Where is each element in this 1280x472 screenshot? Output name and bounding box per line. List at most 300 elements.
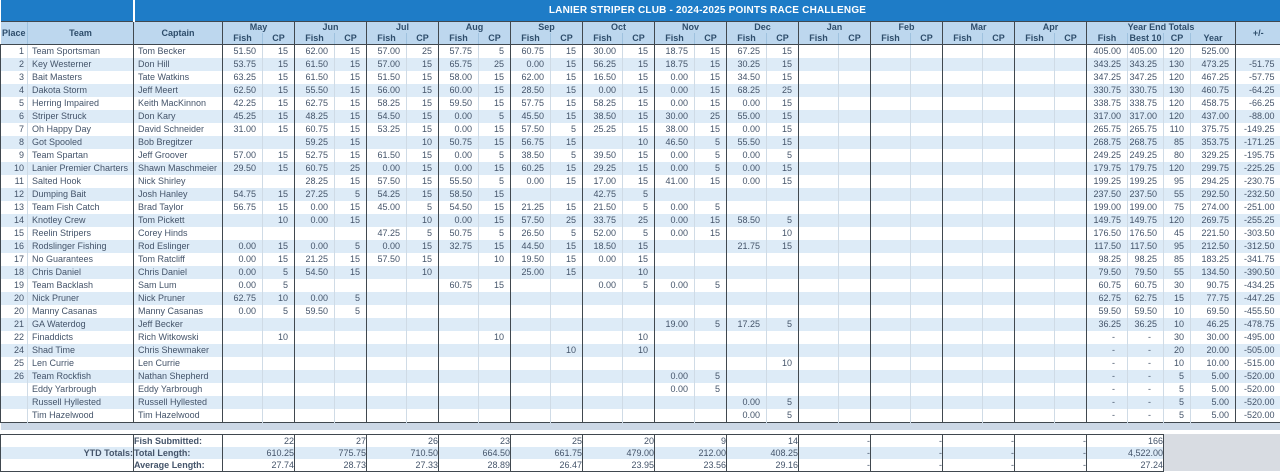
cp-cell[interactable] xyxy=(1055,357,1087,370)
ye-fish-cell[interactable]: 317.00 xyxy=(1087,110,1128,123)
cp-cell[interactable] xyxy=(911,331,943,344)
cp-cell[interactable] xyxy=(1055,149,1087,162)
fish-cell[interactable]: 45.25 xyxy=(223,110,263,123)
fish-cell[interactable]: 60.75 xyxy=(439,279,479,292)
cp-cell[interactable] xyxy=(839,318,871,331)
ye-cp-cell[interactable]: 5 xyxy=(1164,396,1191,409)
cp-cell[interactable]: 15 xyxy=(479,136,511,149)
fish-cell[interactable]: 58.50 xyxy=(727,214,767,227)
fish-cell[interactable] xyxy=(943,396,983,409)
cp-cell[interactable]: 5 xyxy=(551,123,583,136)
fish-subheader[interactable]: Fish xyxy=(655,33,695,45)
cp-cell[interactable] xyxy=(1055,409,1087,423)
ye-best10-cell[interactable]: 347.25 xyxy=(1128,71,1164,84)
ye-best10-cell[interactable]: 79.50 xyxy=(1128,266,1164,279)
ye-best10-cell[interactable]: 176.50 xyxy=(1128,227,1164,240)
fish-cell[interactable]: 0.00 xyxy=(655,84,695,97)
cp-cell[interactable]: 15 xyxy=(263,58,295,71)
fish-cell[interactable] xyxy=(511,279,551,292)
ye-best10-cell[interactable]: - xyxy=(1128,331,1164,344)
cp-cell[interactable] xyxy=(767,201,799,214)
fish-cell[interactable]: 60.75 xyxy=(295,123,335,136)
cp-cell[interactable] xyxy=(911,344,943,357)
cp-cell[interactable] xyxy=(407,344,439,357)
fish-cell[interactable]: 54.50 xyxy=(367,110,407,123)
fish-cell[interactable]: 55.00 xyxy=(727,110,767,123)
place-cell[interactable]: 11 xyxy=(1,175,28,188)
fish-cell[interactable] xyxy=(583,357,623,370)
cp-cell[interactable] xyxy=(839,240,871,253)
fish-cell[interactable] xyxy=(583,383,623,396)
place-cell[interactable]: 19 xyxy=(1,279,28,292)
fish-cell[interactable] xyxy=(655,240,695,253)
cp-cell[interactable] xyxy=(767,266,799,279)
place-cell[interactable]: 8 xyxy=(1,136,28,149)
footer-month-value[interactable]: 26.47 xyxy=(511,459,583,472)
ye-cp-cell[interactable]: 55 xyxy=(1164,188,1191,201)
cp-cell[interactable]: 15 xyxy=(695,84,727,97)
fish-cell[interactable]: 0.00 xyxy=(655,162,695,175)
cp-cell[interactable]: 15 xyxy=(479,123,511,136)
fish-cell[interactable] xyxy=(439,318,479,331)
fish-cell[interactable] xyxy=(871,370,911,383)
cp-cell[interactable]: 5 xyxy=(767,409,799,423)
footer-month-value[interactable]: 23.56 xyxy=(655,459,727,472)
captain-cell[interactable]: Nick Shirley xyxy=(134,175,223,188)
fish-cell[interactable] xyxy=(655,331,695,344)
ye-cp-cell[interactable]: 55 xyxy=(1164,266,1191,279)
fish-cell[interactable] xyxy=(511,409,551,423)
cp-cell[interactable] xyxy=(911,84,943,97)
cp-cell[interactable]: 10 xyxy=(623,344,655,357)
fish-cell[interactable] xyxy=(943,214,983,227)
cp-cell[interactable]: 15 xyxy=(335,44,367,58)
fish-cell[interactable] xyxy=(439,344,479,357)
ye-cp-cell[interactable]: 120 xyxy=(1164,71,1191,84)
cp-cell[interactable] xyxy=(335,279,367,292)
ye-fish-cell[interactable]: 249.25 xyxy=(1087,149,1128,162)
fish-cell[interactable]: 57.50 xyxy=(367,175,407,188)
ye-year-cell[interactable]: 5.00 xyxy=(1191,409,1236,423)
cp-cell[interactable]: 25 xyxy=(767,84,799,97)
fish-cell[interactable] xyxy=(655,396,695,409)
captain-cell[interactable]: Jeff Becker xyxy=(134,318,223,331)
ye-fish-cell[interactable]: 176.50 xyxy=(1087,227,1128,240)
fish-cell[interactable] xyxy=(943,383,983,396)
cp-cell[interactable] xyxy=(479,266,511,279)
cp-cell[interactable]: 15 xyxy=(407,84,439,97)
ye-fish-cell[interactable]: 268.75 xyxy=(1087,136,1128,149)
place-cell[interactable]: 10 xyxy=(1,162,28,175)
fish-cell[interactable]: 60.25 xyxy=(511,162,551,175)
captain-cell[interactable]: Russell Hyllested xyxy=(134,396,223,409)
captain-cell[interactable]: Manny Casanas xyxy=(134,305,223,318)
fish-cell[interactable]: 57.50 xyxy=(511,123,551,136)
team-cell[interactable]: Chris Daniel xyxy=(28,266,134,279)
ye-year-cell[interactable]: 299.75 xyxy=(1191,162,1236,175)
cp-cell[interactable] xyxy=(263,383,295,396)
team-cell[interactable]: Dumping Bait xyxy=(28,188,134,201)
ye-cp-cell[interactable]: 95 xyxy=(1164,240,1191,253)
cp-subheader[interactable]: CP xyxy=(911,33,943,45)
ye-cp-cell[interactable]: 120 xyxy=(1164,110,1191,123)
cp-cell[interactable]: 5 xyxy=(263,279,295,292)
team-cell[interactable]: Tim Hazelwood xyxy=(28,409,134,423)
ye-best10-cell[interactable]: 59.50 xyxy=(1128,305,1164,318)
cp-cell[interactable]: 15 xyxy=(263,149,295,162)
cp-cell[interactable]: 15 xyxy=(263,110,295,123)
fish-cell[interactable]: 60.75 xyxy=(511,44,551,58)
fish-cell[interactable] xyxy=(799,110,839,123)
cp-cell[interactable]: 15 xyxy=(551,240,583,253)
fish-cell[interactable]: 58.25 xyxy=(583,97,623,110)
fish-cell[interactable]: 59.50 xyxy=(295,305,335,318)
cp-cell[interactable] xyxy=(479,292,511,305)
fish-cell[interactable] xyxy=(943,84,983,97)
cp-cell[interactable] xyxy=(695,253,727,266)
fish-cell[interactable] xyxy=(1015,331,1055,344)
fish-cell[interactable]: 33.75 xyxy=(583,214,623,227)
fish-cell[interactable] xyxy=(871,357,911,370)
fish-cell[interactable] xyxy=(223,214,263,227)
cp-cell[interactable] xyxy=(839,44,871,58)
cp-cell[interactable]: 15 xyxy=(479,97,511,110)
fish-cell[interactable] xyxy=(799,162,839,175)
fish-cell[interactable]: 63.25 xyxy=(223,71,263,84)
fish-cell[interactable]: 18.75 xyxy=(655,44,695,58)
fish-cell[interactable] xyxy=(943,266,983,279)
ye-best10-cell[interactable]: - xyxy=(1128,409,1164,423)
captain-cell[interactable]: David Schneider xyxy=(134,123,223,136)
fish-cell[interactable] xyxy=(799,188,839,201)
fish-cell[interactable] xyxy=(871,149,911,162)
cp-cell[interactable] xyxy=(983,383,1015,396)
fish-cell[interactable] xyxy=(439,383,479,396)
cp-cell[interactable] xyxy=(983,58,1015,71)
cp-subheader[interactable]: CP xyxy=(551,33,583,45)
captain-cell[interactable]: Keith MacKinnon xyxy=(134,97,223,110)
fish-cell[interactable] xyxy=(655,357,695,370)
place-cell[interactable]: 20 xyxy=(1,305,28,318)
ye-year-cell[interactable]: 437.00 xyxy=(1191,110,1236,123)
ye-year-cell[interactable]: 10.00 xyxy=(1191,357,1236,370)
fish-cell[interactable]: 48.25 xyxy=(295,110,335,123)
fish-cell[interactable]: 17.25 xyxy=(727,318,767,331)
cp-cell[interactable] xyxy=(407,292,439,305)
fish-cell[interactable] xyxy=(1015,318,1055,331)
captain-cell[interactable]: Jeff Groover xyxy=(134,149,223,162)
cp-cell[interactable]: 25 xyxy=(407,44,439,58)
footer-month-value[interactable]: 27.33 xyxy=(367,459,439,472)
fish-cell[interactable] xyxy=(583,396,623,409)
fish-cell[interactable] xyxy=(583,331,623,344)
month-header-jan[interactable]: Jan xyxy=(799,21,871,33)
cp-cell[interactable] xyxy=(839,227,871,240)
ye-fish-cell[interactable]: 98.25 xyxy=(1087,253,1128,266)
fish-cell[interactable] xyxy=(799,149,839,162)
footer-month-value[interactable]: - xyxy=(799,447,871,459)
fish-cell[interactable] xyxy=(1015,240,1055,253)
fish-cell[interactable]: 27.25 xyxy=(295,188,335,201)
fish-cell[interactable]: 38.50 xyxy=(511,149,551,162)
cp-cell[interactable]: 15 xyxy=(479,188,511,201)
captain-cell[interactable]: Eddy Yarbrough xyxy=(134,383,223,396)
fish-cell[interactable] xyxy=(1015,266,1055,279)
footer-year-total[interactable]: 166 xyxy=(1087,434,1164,447)
cp-cell[interactable]: 10 xyxy=(623,266,655,279)
cp-cell[interactable]: 10 xyxy=(407,266,439,279)
ye-fish-cell[interactable]: 338.75 xyxy=(1087,97,1128,110)
fish-cell[interactable]: 55.50 xyxy=(295,84,335,97)
cp-cell[interactable]: 15 xyxy=(335,149,367,162)
cp-cell[interactable]: 5 xyxy=(551,149,583,162)
cp-cell[interactable] xyxy=(263,409,295,423)
fish-cell[interactable] xyxy=(511,396,551,409)
captain-cell[interactable]: Corey Hinds xyxy=(134,227,223,240)
ye-best10-cell[interactable]: 405.00 xyxy=(1128,44,1164,58)
fish-cell[interactable] xyxy=(799,370,839,383)
team-cell[interactable]: Nick Pruner xyxy=(28,292,134,305)
ye-best10-cell[interactable]: 60.75 xyxy=(1128,279,1164,292)
fish-cell[interactable] xyxy=(799,331,839,344)
fish-cell[interactable]: 68.25 xyxy=(727,84,767,97)
cp-cell[interactable]: 15 xyxy=(767,71,799,84)
fish-cell[interactable]: 56.75 xyxy=(511,136,551,149)
fish-cell[interactable]: 26.50 xyxy=(511,227,551,240)
cp-cell[interactable]: 15 xyxy=(407,175,439,188)
fish-cell[interactable] xyxy=(655,253,695,266)
cp-cell[interactable] xyxy=(839,344,871,357)
cp-cell[interactable]: 15 xyxy=(695,214,727,227)
cp-cell[interactable]: 15 xyxy=(551,136,583,149)
team-cell[interactable]: Team Rockfish xyxy=(28,370,134,383)
cp-cell[interactable] xyxy=(983,149,1015,162)
cp-cell[interactable] xyxy=(407,409,439,423)
cp-cell[interactable] xyxy=(695,266,727,279)
year-end-totals-group-header[interactable]: Year End Totals xyxy=(1087,21,1236,33)
cp-cell[interactable]: 5 xyxy=(479,44,511,58)
captain-cell[interactable]: Josh Hanley xyxy=(134,188,223,201)
footer-month-value[interactable]: - xyxy=(1015,434,1087,447)
cp-cell[interactable] xyxy=(839,292,871,305)
cp-cell[interactable] xyxy=(551,396,583,409)
cp-cell[interactable] xyxy=(983,357,1015,370)
cp-cell[interactable]: 15 xyxy=(335,266,367,279)
cp-cell[interactable] xyxy=(983,292,1015,305)
plus-minus-cell[interactable]: -455.50 xyxy=(1236,305,1280,318)
fish-cell[interactable] xyxy=(655,266,695,279)
cp-cell[interactable] xyxy=(983,123,1015,136)
fish-cell[interactable] xyxy=(439,370,479,383)
footer-year-total[interactable]: 4,522.00 xyxy=(1087,447,1164,459)
fish-cell[interactable]: 0.00 xyxy=(223,266,263,279)
cp-cell[interactable] xyxy=(839,331,871,344)
fish-cell[interactable]: 47.25 xyxy=(367,227,407,240)
ye-cp-cell[interactable]: 130 xyxy=(1164,84,1191,97)
fish-cell[interactable]: 57.50 xyxy=(511,214,551,227)
fish-cell[interactable] xyxy=(223,370,263,383)
ye-best10-cell[interactable]: - xyxy=(1128,344,1164,357)
cp-cell[interactable]: 5 xyxy=(263,266,295,279)
fish-cell[interactable] xyxy=(943,344,983,357)
fish-cell[interactable] xyxy=(799,305,839,318)
fish-cell[interactable] xyxy=(943,97,983,110)
fish-cell[interactable] xyxy=(439,357,479,370)
ye-fish-cell[interactable]: 36.25 xyxy=(1087,318,1128,331)
ye-year-cell[interactable]: 473.25 xyxy=(1191,58,1236,71)
fish-cell[interactable] xyxy=(871,136,911,149)
fish-cell[interactable] xyxy=(943,357,983,370)
cp-cell[interactable]: 15 xyxy=(767,44,799,58)
cp-cell[interactable]: 10 xyxy=(479,331,511,344)
cp-cell[interactable]: 15 xyxy=(263,44,295,58)
cp-cell[interactable] xyxy=(839,214,871,227)
fish-cell[interactable] xyxy=(367,292,407,305)
captain-cell[interactable]: Bob Bregitzer xyxy=(134,136,223,149)
plus-minus-cell[interactable]: -255.25 xyxy=(1236,214,1280,227)
cp-cell[interactable]: 15 xyxy=(407,71,439,84)
fish-cell[interactable] xyxy=(943,71,983,84)
plus-minus-cell[interactable]: -312.50 xyxy=(1236,240,1280,253)
plus-minus-cell[interactable]: -88.00 xyxy=(1236,110,1280,123)
cp-cell[interactable] xyxy=(623,370,655,383)
fish-cell[interactable]: 53.25 xyxy=(367,123,407,136)
cp-cell[interactable]: 15 xyxy=(551,201,583,214)
fish-cell[interactable] xyxy=(223,331,263,344)
plus-minus-column-header[interactable]: +/- xyxy=(1236,21,1280,44)
team-cell[interactable]: Knotley Crew xyxy=(28,214,134,227)
ye-cp-cell[interactable]: 85 xyxy=(1164,253,1191,266)
cp-cell[interactable] xyxy=(839,71,871,84)
cp-cell[interactable]: 15 xyxy=(407,58,439,71)
ye-year-cell[interactable]: 375.75 xyxy=(1191,123,1236,136)
cp-cell[interactable] xyxy=(335,331,367,344)
year-end-subheader[interactable]: Best 10 xyxy=(1128,33,1164,45)
ye-year-cell[interactable]: 46.25 xyxy=(1191,318,1236,331)
cp-cell[interactable] xyxy=(695,292,727,305)
fish-cell[interactable] xyxy=(583,409,623,423)
cp-cell[interactable] xyxy=(983,44,1015,58)
cp-cell[interactable]: 15 xyxy=(695,175,727,188)
place-cell[interactable]: 4 xyxy=(1,84,28,97)
footer-month-value[interactable]: 479.00 xyxy=(583,447,655,459)
plus-minus-cell[interactable]: -51.75 xyxy=(1236,58,1280,71)
cp-cell[interactable]: 15 xyxy=(695,97,727,110)
fish-cell[interactable] xyxy=(871,214,911,227)
fish-cell[interactable] xyxy=(367,409,407,423)
fish-cell[interactable]: 62.00 xyxy=(511,71,551,84)
fish-cell[interactable] xyxy=(943,44,983,58)
fish-cell[interactable]: 54.75 xyxy=(223,188,263,201)
cp-cell[interactable] xyxy=(983,162,1015,175)
plus-minus-cell[interactable]: -64.25 xyxy=(1236,84,1280,97)
cp-cell[interactable] xyxy=(839,84,871,97)
fish-cell[interactable] xyxy=(871,253,911,266)
cp-cell[interactable] xyxy=(1055,370,1087,383)
ye-fish-cell[interactable]: 265.75 xyxy=(1087,123,1128,136)
fish-cell[interactable] xyxy=(727,357,767,370)
footer-month-value[interactable]: - xyxy=(871,434,943,447)
fish-cell[interactable] xyxy=(439,266,479,279)
fish-cell[interactable]: 61.50 xyxy=(295,58,335,71)
month-header-jun[interactable]: Jun xyxy=(295,21,367,33)
fish-cell[interactable] xyxy=(295,396,335,409)
fish-subheader[interactable]: Fish xyxy=(295,33,335,45)
fish-cell[interactable] xyxy=(727,370,767,383)
fish-cell[interactable]: 0.00 xyxy=(583,279,623,292)
cp-cell[interactable] xyxy=(263,318,295,331)
plus-minus-cell[interactable]: -341.75 xyxy=(1236,253,1280,266)
ye-year-cell[interactable]: 30.00 xyxy=(1191,331,1236,344)
ye-year-cell[interactable]: 183.25 xyxy=(1191,253,1236,266)
fish-cell[interactable]: 19.50 xyxy=(511,253,551,266)
ye-best10-cell[interactable]: 330.75 xyxy=(1128,84,1164,97)
fish-cell[interactable] xyxy=(943,175,983,188)
month-header-oct[interactable]: Oct xyxy=(583,21,655,33)
ye-best10-cell[interactable]: 268.75 xyxy=(1128,136,1164,149)
cp-cell[interactable] xyxy=(839,188,871,201)
cp-cell[interactable]: 15 xyxy=(551,266,583,279)
fish-cell[interactable]: 0.00 xyxy=(655,383,695,396)
ye-fish-cell[interactable]: 347.25 xyxy=(1087,71,1128,84)
cp-cell[interactable]: 15 xyxy=(623,149,655,162)
team-cell[interactable]: Team Sportsman xyxy=(28,44,134,58)
place-cell[interactable]: 14 xyxy=(1,214,28,227)
cp-cell[interactable]: 25 xyxy=(551,214,583,227)
team-cell[interactable]: Team Spartan xyxy=(28,149,134,162)
cp-cell[interactable] xyxy=(839,396,871,409)
fish-cell[interactable]: 0.00 xyxy=(727,149,767,162)
fish-cell[interactable] xyxy=(1015,44,1055,58)
fish-cell[interactable] xyxy=(655,305,695,318)
cp-cell[interactable] xyxy=(695,305,727,318)
cp-cell[interactable]: 10 xyxy=(479,253,511,266)
cp-cell[interactable] xyxy=(623,292,655,305)
fish-cell[interactable] xyxy=(223,227,263,240)
fish-cell[interactable]: 0.00 xyxy=(295,201,335,214)
fish-cell[interactable] xyxy=(799,44,839,58)
cp-cell[interactable] xyxy=(479,305,511,318)
fish-cell[interactable] xyxy=(223,136,263,149)
cp-cell[interactable]: 5 xyxy=(407,201,439,214)
footer-year-total[interactable]: 27.24 xyxy=(1087,459,1164,472)
cp-cell[interactable]: 15 xyxy=(479,201,511,214)
cp-cell[interactable] xyxy=(263,227,295,240)
ye-cp-cell[interactable]: 120 xyxy=(1164,97,1191,110)
captain-cell[interactable]: Chris Shewmaker xyxy=(134,344,223,357)
cp-cell[interactable]: 5 xyxy=(479,149,511,162)
cp-cell[interactable] xyxy=(983,305,1015,318)
fish-cell[interactable] xyxy=(871,123,911,136)
cp-cell[interactable]: 5 xyxy=(623,279,655,292)
cp-cell[interactable] xyxy=(767,188,799,201)
month-header-apr[interactable]: Apr xyxy=(1015,21,1087,33)
fish-cell[interactable] xyxy=(439,305,479,318)
fish-cell[interactable]: 0.00 xyxy=(655,214,695,227)
cp-cell[interactable]: 5 xyxy=(479,175,511,188)
cp-cell[interactable] xyxy=(839,97,871,110)
ye-best10-cell[interactable]: 62.75 xyxy=(1128,292,1164,305)
ye-best10-cell[interactable]: 343.25 xyxy=(1128,58,1164,71)
cp-cell[interactable]: 15 xyxy=(335,175,367,188)
cp-cell[interactable]: 15 xyxy=(623,97,655,110)
fish-cell[interactable] xyxy=(295,409,335,423)
plus-minus-cell[interactable]: -251.00 xyxy=(1236,201,1280,214)
team-cell[interactable]: Finaddicts xyxy=(28,331,134,344)
place-cell[interactable]: 24 xyxy=(1,344,28,357)
fish-cell[interactable]: 45.00 xyxy=(367,201,407,214)
plus-minus-cell[interactable]: -57.75 xyxy=(1236,71,1280,84)
